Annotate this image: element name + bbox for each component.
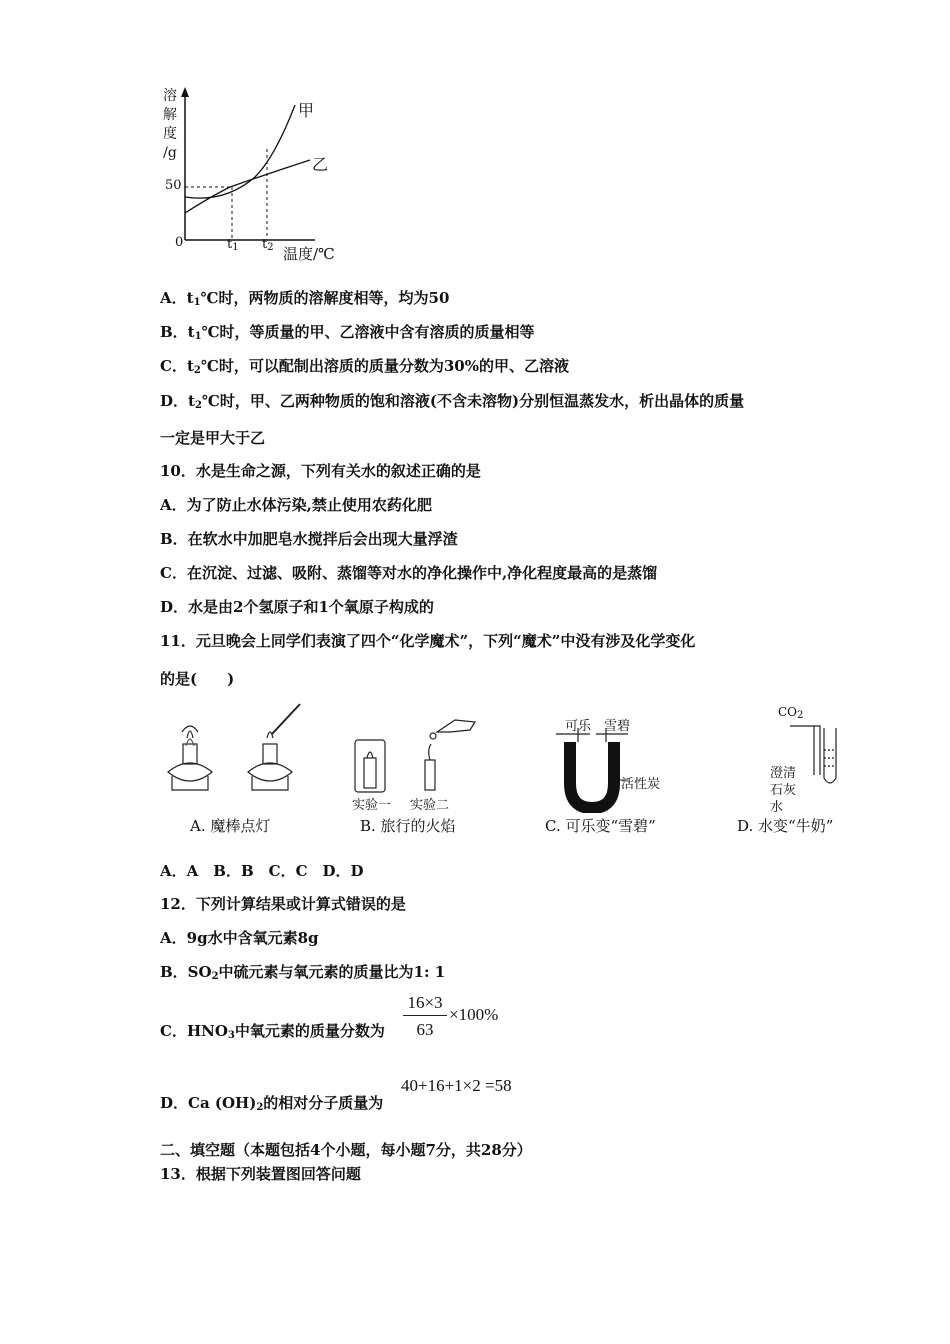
q11-stem: 11．元旦晚会上同学们表演了四个“化学魔术”，下列“魔术”中没有涉及化学变化 (160, 632, 696, 650)
q12-option-c: C．$HNO_3$中氧元素的质量分数为 (160, 1022, 385, 1041)
caption-b: B. 旅行的火焰 (360, 817, 456, 835)
y-label-3: 度 (163, 126, 177, 142)
fig-label-lime-1: 澄清 (770, 766, 797, 781)
q13-stem: 13．根据下列装置图回答问题 (160, 1165, 361, 1183)
q12-d-formula: 40+16+1×2 =58 (401, 1076, 512, 1095)
caption-c: C. 可乐变“雪碧” (545, 817, 656, 835)
q9-option-b: B．$t_1℃$时，等质量的甲、乙溶液中含有溶质的质量相等 (160, 323, 535, 342)
q10-option-d: D．水是由2个氢原子和1个氧原子构成的 (160, 598, 434, 616)
q11-options: A．A B．B C．C D．D (160, 862, 364, 880)
curve-label-jia: 甲 (298, 101, 315, 120)
q9-option-d: D．$t_2℃$时，甲、乙两种物质的饱和溶液(不含未溶物)分别恒温蒸发水，析出晶体的质量 (160, 392, 745, 411)
q12-option-b: B．$SO_2$中硫元素与氧元素的质量比为1: 1 (160, 963, 446, 982)
section-2-heading: 二、填空题（本题包括4个小题，每小题7分，共28分） (160, 1141, 532, 1159)
fig-c-u-tube (548, 728, 661, 813)
q10-option-b: B．在软水中加肥皂水搅拌后会出现大量浮渣 (160, 530, 458, 548)
q11-stem-cont: 的是( ) (160, 670, 235, 688)
origin-label: 0 (175, 235, 184, 250)
q12-option-d: D．Ca $(OH)_2$的相对分子质量为 (160, 1094, 384, 1113)
q10-option-a: A．为了防止水体污染,禁止使用农药化肥 (160, 496, 432, 514)
caption-a: A. 魔棒点灯 (190, 817, 271, 835)
fig-label-lime-2: 石灰 (770, 783, 797, 798)
fig-a-alcohol-lamps (160, 702, 310, 802)
x-axis-label: 温度/℃ (283, 245, 335, 263)
q12-option-a: A．9g水中含氧元素8g (160, 929, 319, 947)
fig-d-test-tube (790, 720, 860, 800)
fig-label-cola: 可乐 (565, 719, 592, 734)
fig-label-co2: $CO_2$ (778, 705, 804, 721)
q9-option-d-cont: 一定是甲大于乙 (160, 429, 266, 447)
fig-label-lime-3: 水 (770, 800, 784, 815)
fig-label-exp2: 实验二 (410, 798, 450, 813)
caption-d: D. 水变“牛奶” (737, 817, 834, 835)
q12-c-fraction-bar (403, 1015, 447, 1016)
x-tick-t1: $t_1$ (227, 237, 239, 253)
q9-option-a: A．$t_1℃$时，两物质的溶解度相等，均为50 (160, 289, 450, 308)
fig-label-sprite: 雪碧 (604, 719, 631, 734)
curve-label-yi: 乙 (312, 155, 329, 174)
fig-label-exp1: 实验一 (352, 798, 392, 813)
q12-c-numerator: 16×3 (407, 993, 443, 1012)
y-label-2: 解 (163, 107, 177, 123)
y-label-4: /g (163, 145, 177, 161)
q12-c-tail: ×100% (449, 1005, 499, 1024)
y-axis-arrow (181, 87, 189, 97)
fig-b-candles (345, 710, 485, 800)
q10-stem: 10．水是生命之源，下列有关水的叙述正确的是 (160, 462, 481, 480)
x-tick-t2: $t_2$ (262, 237, 274, 253)
fig-label-carbon: 活性炭 (621, 777, 661, 792)
q10-option-c: C．在沉淀、过滤、吸附、蒸馏等对水的净化操作中,净化程度最高的是蒸馏 (160, 564, 658, 582)
y-tick-50: 50 (165, 178, 182, 193)
q12-stem: 12．下列计算结果或计算式错误的是 (160, 895, 406, 913)
y-label-1: 溶 (163, 88, 177, 104)
q12-c-denominator: 63 (416, 1020, 434, 1039)
q9-option-c: C．$t_2℃$时，可以配制出溶质的质量分数为30%的甲、乙溶液 (160, 357, 569, 376)
